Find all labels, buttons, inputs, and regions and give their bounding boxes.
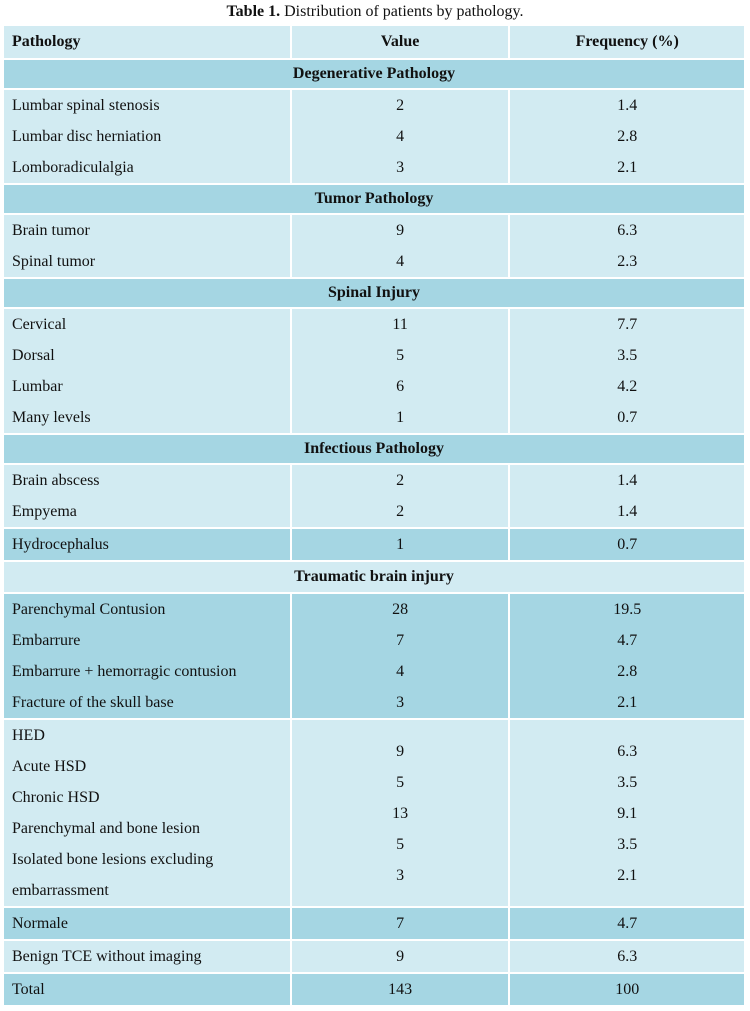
row-value: 9 [396,948,405,965]
header-pathology: Pathology [3,26,291,59]
row-value: 6 [396,378,405,395]
section-traumatic-group1 [3,593,745,719]
row-value: 2 [396,503,405,520]
row-value: 3 [396,867,405,884]
row-value: 5 [396,774,405,791]
row-frequency: 2.8 [617,663,638,680]
row-name: Parenchymal Contusion [12,601,166,618]
table-row-hydrocephalus [3,528,745,561]
row-value: 4 [396,128,405,145]
row-frequency: 1.4 [617,97,638,114]
table-caption [0,0,750,24]
row-frequency: 6.3 [617,743,638,760]
row-frequency: 2.1 [617,694,638,711]
row-frequency: 2.8 [617,128,638,145]
row-frequency: 7.7 [617,316,638,333]
row-frequency: 4.7 [617,915,638,932]
row-name: Embarrure + hemorragic contusion [12,663,237,680]
row-name: Dorsal [12,347,55,364]
header-value: Value [291,26,510,59]
row-value: 7 [396,632,405,649]
table-caption-label: Table 1. [226,3,281,20]
table-row-benign [3,940,745,973]
row-value: 3 [396,159,405,176]
section-traumatic [3,561,745,593]
row-name: Lumbar [12,378,63,395]
row-value: 7 [396,915,405,932]
row-value: 5 [396,347,405,364]
row-name: Empyema [12,503,77,520]
row-value: 3 [396,694,405,711]
row-value: 9 [396,222,405,239]
table-row-normale [3,907,745,940]
row-name: Fracture of the skull base [12,694,174,711]
section-infectious-body [3,464,745,528]
section-degenerative [3,59,745,89]
section-tumor-body [3,214,745,278]
section-infectious [3,434,745,464]
row-value: 1 [396,536,405,553]
row-value: 2 [396,472,405,489]
row-frequency: 3.5 [617,347,638,364]
row-value: 9 [396,743,405,760]
row-name: Lumbar disc herniation [12,128,162,145]
row-name: Normale [12,915,68,932]
total-frequency: 100 [615,981,640,998]
section-traumatic-group2 [3,719,745,907]
row-name: Cervical [12,316,67,333]
row-value: 5 [396,836,405,853]
row-name: Parenchymal and bone lesion [12,820,200,837]
row-value: 4 [396,663,405,680]
row-value: 11 [392,316,408,333]
row-name: Benign TCE without imaging [12,948,202,965]
section-title: Tumor Pathology [3,184,745,214]
row-frequency: 1.4 [617,472,638,489]
table-row-total [3,973,745,1005]
total-value: 143 [388,981,413,998]
row-name: Lumbar spinal stenosis [12,97,160,114]
row-frequency: 0.7 [617,536,638,553]
row-value: 2 [396,97,405,114]
section-title: Degenerative Pathology [3,59,745,89]
pathology-table [2,26,746,1005]
row-name: Many levels [12,409,91,426]
total-label: Total [12,981,45,998]
row-frequency: 1.4 [617,503,638,520]
row-frequency: 2.3 [617,253,638,270]
table-caption-text: Distribution of patients by pathology. [280,3,524,20]
row-name: Lomboradiculalgia [12,159,134,176]
section-degenerative-body [3,89,745,184]
header-frequency: Frequency (%) [509,26,745,59]
row-value: 13 [392,805,409,822]
row-name: Embarrure [12,632,81,649]
row-name: HED [12,727,45,744]
row-value: 28 [392,601,409,618]
table-header-row [3,26,745,59]
row-frequency: 2.1 [617,159,638,176]
row-value: 4 [396,253,405,270]
row-name: Acute HSD [12,758,87,775]
row-frequency: 3.5 [617,774,638,791]
section-spinal [3,278,745,308]
section-tumor [3,184,745,214]
row-frequency: 4.7 [617,632,638,649]
section-title: Spinal Injury [3,278,745,308]
row-frequency: 4.2 [617,378,638,395]
row-name: Hydrocephalus [12,536,109,553]
row-name: Brain abscess [12,472,100,489]
section-title: Traumatic brain injury [3,561,745,593]
row-frequency: 6.3 [617,222,638,239]
row-name: embarrassment [12,882,109,899]
row-name: Chronic HSD [12,789,100,806]
row-value: 1 [396,409,405,426]
row-name: Isolated bone lesions excluding [12,851,214,868]
row-frequency: 2.1 [617,867,638,884]
row-name: Spinal tumor [12,253,96,270]
row-frequency: 6.3 [617,948,638,965]
row-name: Brain tumor [12,222,90,239]
row-frequency: 0.7 [617,409,638,426]
section-title: Infectious Pathology [3,434,745,464]
row-frequency: 3.5 [617,836,638,853]
row-frequency: 9.1 [617,805,638,822]
row-frequency: 19.5 [613,601,642,618]
section-spinal-body [3,308,745,434]
